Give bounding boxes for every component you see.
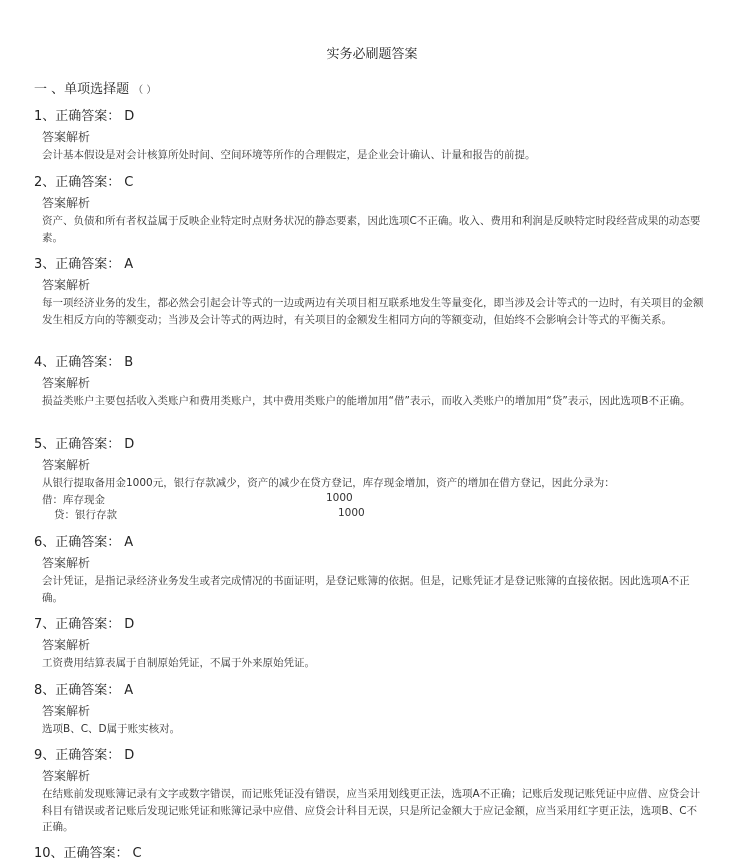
question-header bbox=[34, 616, 706, 634]
credit-amount: 1000 bbox=[338, 507, 365, 519]
question-8 bbox=[34, 682, 706, 738]
question-number: 2、正确答案： bbox=[34, 175, 121, 190]
answer-analysis-label: 答案解析 bbox=[42, 769, 91, 783]
question-2 bbox=[34, 174, 706, 246]
correct-answer: D bbox=[124, 109, 135, 124]
answer-analysis-label: 答案解析 bbox=[42, 704, 91, 718]
question-10 bbox=[34, 845, 706, 863]
answer-analysis-label: 答案解析 bbox=[42, 638, 91, 652]
answer-analysis-text: 会计基本假设是对会计核算所处时间、空间环境等所作的合理假定，是企业会计确认、计量和报告的前提。 bbox=[42, 149, 536, 161]
debit-label: 借：库存现金 bbox=[42, 493, 105, 506]
correct-answer: A bbox=[124, 257, 134, 272]
question-number: 4、正确答案： bbox=[34, 355, 121, 370]
question-header bbox=[34, 256, 706, 274]
answer-analysis-text: 从银行提取备用金1000元，银行存款减少，资产的减少在贷方登记，库存现金增加，资产的增加在借方登记，因此分录为： bbox=[42, 477, 615, 489]
question-number: 8、正确答案： bbox=[34, 683, 121, 698]
question-number: 9、正确答案： bbox=[34, 748, 121, 763]
question-number: 5、正确答案： bbox=[34, 437, 121, 452]
answer-analysis-label: 答案解析 bbox=[42, 278, 91, 292]
answer-analysis-text: 损益类账户主要包括收入类账户和费用类账户，其中费用类账户的能增加用“借”表示，而收入类账户的增加用“贷”表示，因此选项B不正确。 bbox=[42, 395, 691, 407]
question-number: 6、正确答案： bbox=[34, 535, 121, 550]
correct-answer: D bbox=[124, 617, 135, 632]
answer-analysis-text: 会计凭证，是指记录经济业务发生或者完成情况的书面证明，是登记账簿的依据。但是，记账凭证才是登记账簿的直接依据。因此选项A不正确。 bbox=[42, 575, 690, 604]
question-number: 1、正确答案： bbox=[34, 109, 121, 124]
question-4 bbox=[34, 354, 706, 410]
question-header bbox=[34, 682, 706, 700]
answer-analysis-label: 答案解析 bbox=[42, 556, 91, 570]
correct-answer: A bbox=[124, 683, 134, 698]
answer-analysis-text: 选项B、C、D属于账实核对。 bbox=[42, 723, 181, 735]
question-header bbox=[34, 354, 706, 372]
question-header bbox=[34, 174, 706, 192]
question-header bbox=[34, 845, 706, 863]
journal-entry-debit bbox=[42, 492, 706, 508]
question-header bbox=[34, 747, 706, 765]
answer-analysis-text: 每一项经济业务的发生，都必然会引起会计等式的一边或两边有关项目相互联系地发生等量变化，即当涉及会计等式的一边时，有关项目的金额发生相反方向的等额变动；当涉及会计等式的两边时，有关项目的金额发生相同方向的等额变动，但始终不会影响会计等式的平衡关系。 bbox=[42, 297, 704, 326]
question-header bbox=[34, 534, 706, 552]
answer-analysis-text: 资产、负债和所有者权益属于反映企业特定时点财务状况的静态要素，因此选项C不正确。收入、费用和利润是反映特定时段经营成果的动态要素。 bbox=[42, 215, 701, 244]
question-number: 10、正确答案： bbox=[34, 846, 129, 861]
question-6 bbox=[34, 534, 706, 606]
correct-answer: B bbox=[124, 355, 134, 370]
journal-entry-credit bbox=[42, 507, 706, 523]
answer-analysis-label: 答案解析 bbox=[42, 196, 91, 210]
question-number: 3、正确答案： bbox=[34, 257, 121, 272]
question-9 bbox=[34, 747, 706, 836]
correct-answer: D bbox=[124, 437, 135, 452]
section-heading bbox=[34, 78, 156, 97]
answer-analysis-label: 答案解析 bbox=[42, 130, 91, 144]
correct-answer: C bbox=[132, 846, 142, 861]
question-number: 7、正确答案： bbox=[34, 617, 121, 632]
credit-label: 贷：银行存款 bbox=[54, 509, 117, 521]
question-header bbox=[34, 436, 706, 454]
correct-answer: D bbox=[124, 748, 135, 763]
answer-analysis-label: 答案解析 bbox=[42, 376, 91, 390]
correct-answer: C bbox=[124, 175, 134, 190]
answer-analysis-text: 工资费用结算表属于自制原始凭证，不属于外来原始凭证。 bbox=[42, 657, 315, 669]
section-label: 一 、单项选择题 bbox=[34, 82, 130, 97]
question-1 bbox=[34, 108, 706, 164]
question-3 bbox=[34, 256, 706, 328]
correct-answer: A bbox=[124, 535, 134, 550]
document-title: 实务必刷题答案 bbox=[326, 47, 418, 62]
question-5 bbox=[34, 436, 706, 523]
answer-analysis-text: 在结账前发现账簿记录有文字或数字错误，而记账凭证没有错误，应当采用划线更正法，选项A不正确；记账后发现记账凭证中应借、应贷会计科目有错误或者记账后发现记账凭证和账簿记录中应借、应贷会计科目无误，只是所记金额大于应记金额，应当采用红字更正法，选项B、C不正确。 bbox=[42, 788, 701, 833]
question-7 bbox=[34, 616, 706, 672]
answer-analysis-label: 答案解析 bbox=[42, 458, 91, 472]
debit-amount: 1000 bbox=[326, 491, 353, 504]
section-paren: （ ） bbox=[133, 85, 157, 96]
question-header bbox=[34, 108, 706, 126]
